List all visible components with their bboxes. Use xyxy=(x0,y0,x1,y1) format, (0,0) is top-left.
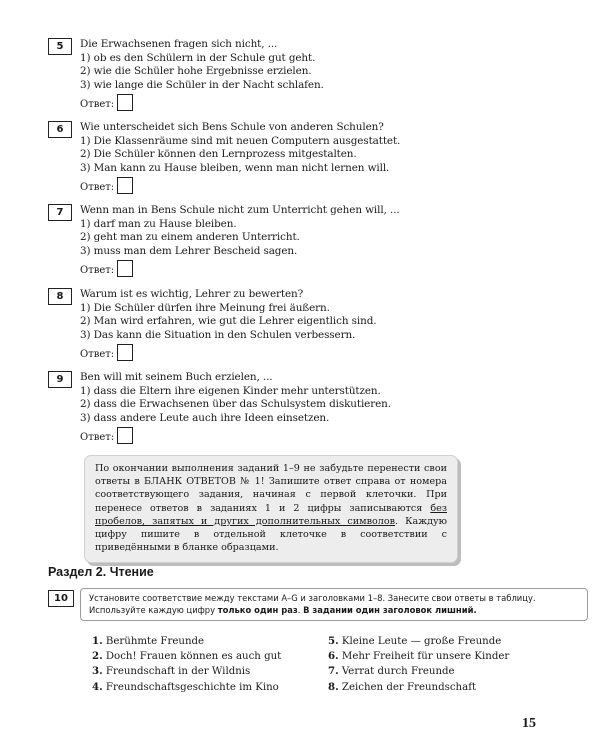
heading-number: 4. xyxy=(92,680,103,693)
heading-text: Kleine Leute — große Freunde xyxy=(341,636,502,647)
task-text-part1: Установите соответствие между текстами A–G и заголовками 1–8. Занесите свои ответы в таблицу. Используйте каждую цифру xyxy=(89,593,536,615)
heading-text: Zeichen der Freundschaft xyxy=(341,681,477,693)
question-9 xyxy=(48,371,568,443)
heading-item xyxy=(328,634,509,649)
heading-text: Mehr Freiheit für unsere Kinder xyxy=(341,651,510,663)
heading-number: 8. xyxy=(328,680,339,693)
answer-row xyxy=(80,177,133,194)
answer-row xyxy=(80,427,133,444)
heading-item xyxy=(92,649,281,664)
heading-text: Freundschaftsgeschichte im Kino xyxy=(105,681,279,693)
heading-number: 3. xyxy=(92,665,103,678)
question-text xyxy=(80,371,568,425)
answer-row xyxy=(80,94,133,111)
answer-box[interactable] xyxy=(117,344,133,361)
question-prompt: Die Erwachsenen fragen sich nicht, ... xyxy=(80,38,278,50)
question-text xyxy=(80,121,568,175)
option-2: 2) geht man zu einem anderen Unterricht. xyxy=(80,231,300,244)
option-2: 2) dass die Erwachsenen über das Schulsystem diskutieren. xyxy=(80,398,391,411)
heading-item xyxy=(328,664,509,679)
question-number: 5 xyxy=(48,38,72,55)
answer-label: Ответ: xyxy=(80,182,115,193)
question-prompt: Warum ist es wichtig, Lehrer zu bewerten? xyxy=(80,288,304,300)
task-text-bold2: В задании один заголовок лишний. xyxy=(303,604,477,615)
option-1: 1) ob es den Schülern in der Schule gut geht. xyxy=(80,51,316,64)
option-3: 3) wie lange die Schüler in der Nacht schlafen. xyxy=(80,78,324,91)
answer-box[interactable] xyxy=(117,427,133,444)
question-5 xyxy=(48,38,568,110)
heading-number: 2. xyxy=(92,650,103,663)
question-text xyxy=(80,288,568,342)
question-prompt: Wie unterscheidet sich Bens Schule von anderen Schulen? xyxy=(80,121,384,133)
heading-item xyxy=(92,680,281,695)
answer-label: Ответ: xyxy=(80,349,115,360)
question-text xyxy=(80,204,568,258)
heading-number: 5. xyxy=(328,635,339,647)
question-text xyxy=(80,38,568,92)
section-title: Раздел 2. Чтение xyxy=(48,565,154,579)
task-number: 10 xyxy=(48,590,74,607)
option-2: 2) Man wird erfahren, wie gut die Lehrer eigentlich sind. xyxy=(80,315,377,328)
heading-number: 7. xyxy=(328,665,339,678)
answer-box[interactable] xyxy=(117,260,133,277)
answer-row xyxy=(80,344,133,361)
question-8 xyxy=(48,288,568,360)
heading-text: Verrat durch Freunde xyxy=(341,666,455,678)
heading-item xyxy=(92,664,281,679)
note-text-part2: . Каждую цифру пишите в отдельной клеточке в соответствии с приведёнными в бланке образцами. xyxy=(95,515,447,554)
note-text-part1: По окончании выполнения заданий 1–9 не забудьте перенести свои ответы в БЛАНК ОТВЕТОВ № 1! Запишите ответ справа от номера соответствующего задания, начиная с первой клеточки. При перенесе ответов в заданиях 1 и 2 цифры записываются xyxy=(95,463,447,514)
heading-number: 6. xyxy=(328,650,339,663)
answer-label: Ответ: xyxy=(80,265,115,276)
task-text-bold1: только один раз xyxy=(217,604,298,615)
question-number: 6 xyxy=(48,121,72,138)
question-prompt: Ben will mit seinem Buch erzielen, ... xyxy=(80,371,273,383)
option-1: 1) Die Klassenräume sind mit neuen Computern ausgestattet. xyxy=(80,134,401,147)
answer-label: Ответ: xyxy=(80,99,115,110)
question-7 xyxy=(48,204,568,276)
option-3: 3) Man kann zu Hause bleiben, wenn man nicht lernen will. xyxy=(80,161,390,174)
option-1: 1) dass die Eltern ihre eigenen Kinder mehr unterstützen. xyxy=(80,384,381,397)
heading-item xyxy=(92,634,281,649)
heading-text: Doch! Frauen können es auch gut xyxy=(105,651,282,663)
heading-item xyxy=(328,649,509,664)
option-2: 2) Die Schüler können den Lernprozess mitgestalten. xyxy=(80,148,357,161)
heading-text: Freundschaft in der Wildnis xyxy=(105,666,251,678)
option-1: 1) darf man zu Hause bleiben. xyxy=(80,217,237,230)
headings-list-left xyxy=(92,634,281,695)
question-number: 8 xyxy=(48,288,72,305)
note-text-underlined: без пробелов, запятых и других дополнительных символов xyxy=(95,502,447,527)
option-3: 3) muss man dem Lehrer Bescheid sagen. xyxy=(80,244,298,257)
answer-box[interactable] xyxy=(117,177,133,194)
headings-list-right xyxy=(328,634,509,695)
question-prompt: Wenn man in Bens Schule nicht zum Unterricht gehen will, ... xyxy=(80,204,400,216)
heading-text: Berühmte Freunde xyxy=(105,636,205,647)
instruction-note xyxy=(84,455,458,563)
option-3: 3) Das kann die Situation in den Schulen verbessern. xyxy=(80,328,356,341)
answer-row xyxy=(80,260,133,277)
answer-label: Ответ: xyxy=(80,432,115,443)
question-6 xyxy=(48,121,568,193)
page-number: 15 xyxy=(522,716,536,731)
option-2: 2) wie die Schüler hohe Ergebnisse erzielen. xyxy=(80,65,312,78)
option-1: 1) Die Schüler dürfen ihre Meinung frei äußern. xyxy=(80,301,330,314)
heading-item xyxy=(328,680,509,695)
task-instructions xyxy=(80,588,588,621)
option-3: 3) dass andere Leute auch ihre Ideen einsetzen. xyxy=(80,411,330,424)
heading-number: 1. xyxy=(92,635,103,647)
question-number: 9 xyxy=(48,371,72,388)
answer-box[interactable] xyxy=(117,94,133,111)
task-text-part2: . xyxy=(297,604,304,615)
question-number: 7 xyxy=(48,204,72,221)
